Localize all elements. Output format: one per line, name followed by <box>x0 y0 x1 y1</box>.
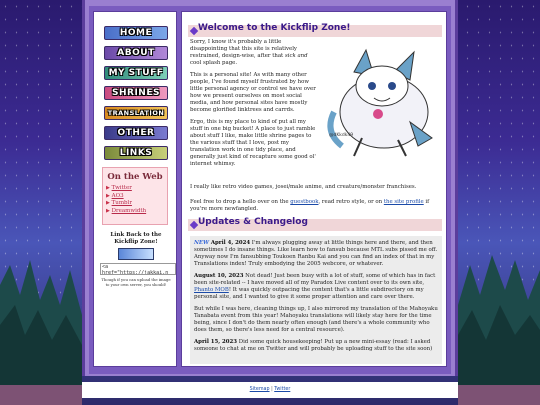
updates-title: Updates & Changelog <box>198 217 308 227</box>
intro-paragraph: This is a personal site! As with many other people, I've found myself frustrated by how little personal agency or control we have over how we present ourselves on most social media, and how personal sites have mostly become glorified linktrees and carrds. <box>190 72 316 113</box>
updates-scroll-box[interactable] <box>190 236 442 364</box>
update-entry: NEW April 4, 2024 I'm always plugging away at little things here and there, and then sometimes I do insane things. Like learn how to fansub because MTL subs pissed me off. Anyway now I'm fansubbing Toukoen Ranbu Kai and you can find an index of that in my Translations index! Truly embodying the 2005 webcore, or whatever. <box>194 240 438 267</box>
nav-translation-button[interactable]: TRANSLATION <box>104 106 168 120</box>
link-back-section <box>100 232 172 287</box>
social-link-item[interactable] <box>106 208 164 216</box>
art-credit: @dKkdk49 <box>329 133 354 138</box>
guestbook-link[interactable]: guestbook <box>290 199 319 205</box>
update-entry: April 15, 2023 Did some quick housekeeping! Put up a new mini-essay (read: I asked someone to chat at me on Twitter and will probably be uploading stuff to the site soon) <box>194 339 433 352</box>
nav-about-button[interactable]: ABOUT <box>104 46 168 60</box>
link-back-title: Link Back to the Kickflip Zone! <box>110 232 162 245</box>
update-entry: But while I was here, cleaning things up, I also mirrored my translation of the Mahoyaku Tanabata event from this year! Mahoyaku translations will likely stay here for the time being, since I don't do them nearly often enough (and there's a whole community who does them, so there's less need for a central resource). <box>194 306 438 333</box>
main-content <box>181 11 447 367</box>
link-code-textbox[interactable]: <a href="https://jakkai.n <box>100 263 176 275</box>
triangle-bullet-icon: ▶ <box>106 200 110 206</box>
dreamwidth-link[interactable]: Dreamwidth <box>111 207 147 214</box>
social-link-item[interactable] <box>106 200 164 208</box>
intro-paragraph: Sorry, I know it's probably a little disappointing that this site is relatively restrained, design-wise, after that sick and cool splash page. <box>190 39 308 66</box>
phanto-mob-link[interactable]: Phanto MOB <box>194 287 229 293</box>
footer-separator: | <box>271 387 273 392</box>
update-entry: August 10, 2023 Not dead! Just been busy with a lot of stuff, some of which has in fact been site-related -- I have moved all of my Paradox Live content over to its own site, Phanto MOB! It was quickly outpacing the content that's a little subdirectory on my personal site, and I wanted to give it some proper attention and care over there. <box>194 273 436 300</box>
ao3-link[interactable]: AO3 <box>111 192 124 199</box>
triangle-bullet-icon: ▶ <box>106 185 110 191</box>
nav-links-button[interactable]: LINKS <box>104 146 168 160</box>
nav-other-button[interactable]: OTHER <box>104 126 168 140</box>
footer <box>82 382 458 398</box>
social-links-list <box>106 185 164 215</box>
nav-my-stuff-button[interactable]: MY STUFF <box>104 66 168 80</box>
triangle-bullet-icon: ▶ <box>106 192 110 199</box>
intro-paragraph: Ergo, this is my place to kind of put all my stuff in one big bucket! A place to just ramble about stuff I like, make little shrine pages to the various stuff that I love, post my translation work in one tidy place, and generally just kind of recapture some good ol' internet whimsy. <box>190 119 316 167</box>
twitter-link[interactable]: Twitter <box>111 185 132 191</box>
on-the-web-box <box>102 167 168 225</box>
mascot-artwork <box>314 42 442 162</box>
link-back-note: Though if you can upload the image to your own server, you should! <box>101 277 171 287</box>
new-badge: NEW <box>194 240 210 246</box>
guestbook-paragraph: Feel free to drop a hello over on the guestbook, read retro style, or on the site profile if you're more newfangled. <box>190 199 430 212</box>
social-link-item[interactable] <box>106 193 164 201</box>
nav-shrines-button[interactable]: SHRINES <box>104 86 168 100</box>
on-the-web-title: On the Web <box>107 172 163 182</box>
welcome-intro <box>190 39 316 173</box>
page-title: Welcome to the Kickflip Zone! <box>198 23 351 33</box>
site-profile-link[interactable]: the site profile <box>383 199 424 205</box>
site-button-image[interactable] <box>118 248 154 260</box>
tumblr-link[interactable]: Tumblr <box>111 200 132 206</box>
triangle-bullet-icon: ▶ <box>106 207 110 214</box>
social-link-item[interactable] <box>106 185 164 193</box>
sitemap-link[interactable]: Sitemap <box>249 387 270 392</box>
nav-home-button[interactable]: HOME <box>104 26 168 40</box>
interests-paragraph: I really like retro video games, josei/male anime, and creature/monster franchises. <box>190 184 417 190</box>
twitter-footer-link[interactable]: Twitter <box>274 387 291 392</box>
